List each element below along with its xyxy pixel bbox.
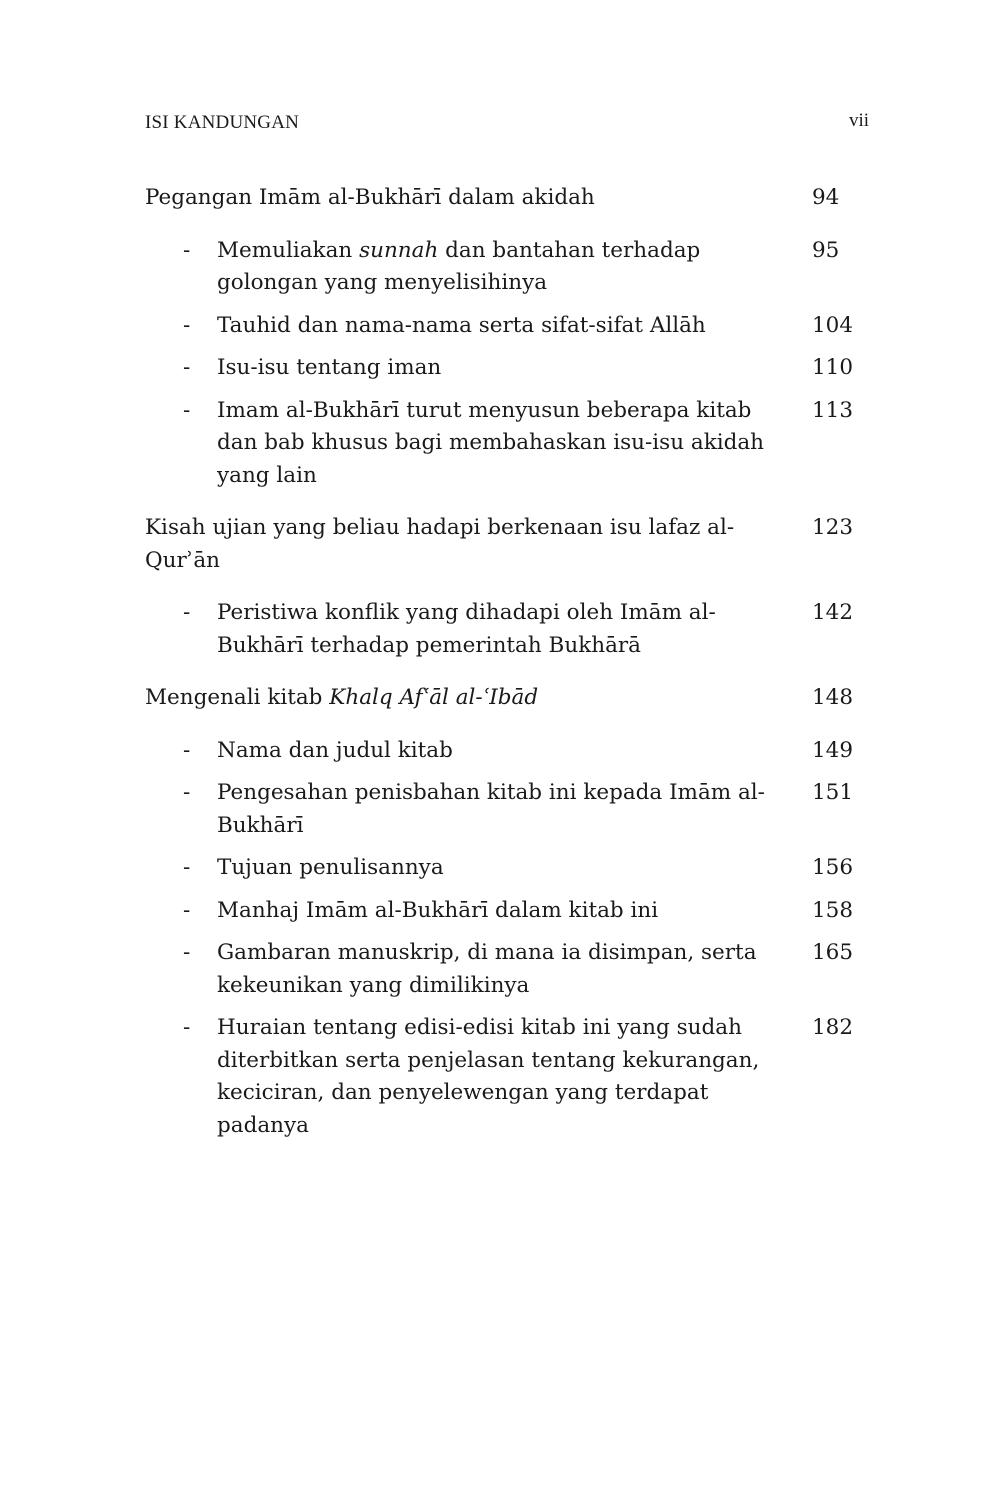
entry-title-part: Huraian tentang edisi-edisi kitab ini yang sudah diterbitkan serta penjelasan tentang kekurangan, keciciran, dan penyelewengan yang terdapat padanya <box>217 1015 760 1138</box>
entry-title-part: Pegangan Imām al-Bukhārī dalam akidah <box>145 185 595 210</box>
entry-page-number: 113 <box>812 397 854 423</box>
entry-page-number: 94 <box>812 185 840 210</box>
entry-title-part: Imam al-Bukhārī turut menyusun beberapa kitab dan bab khusus bagi membahaskan isu-isu akidah yang lain <box>217 397 765 488</box>
table-of-contents <box>145 182 855 1142</box>
entry-page-number: 151 <box>812 780 854 805</box>
entry-title-part: Mengenali kitab <box>145 685 330 710</box>
entry-title-italic: sunnah <box>359 237 439 263</box>
entry-title-part: Memuliakan <box>217 237 360 263</box>
entry-dash: - <box>183 312 191 338</box>
toc-section-entry <box>145 182 855 215</box>
entry-dash: - <box>183 897 191 923</box>
entry-title <box>217 852 797 885</box>
entry-title <box>145 182 785 215</box>
entry-title <box>217 597 797 662</box>
entry-title <box>217 352 797 385</box>
entry-title <box>217 310 797 343</box>
entry-title <box>217 1012 797 1142</box>
entry-title <box>145 682 785 715</box>
entry-page-number: 182 <box>812 1015 854 1040</box>
entry-title-part: Gambaran manuskrip, di mana ia disimpan, serta kekeunikan yang dimilikinya <box>217 940 757 998</box>
entry-dash: - <box>183 737 191 763</box>
entry-title-part: Peristiwa konflik yang dihadapi oleh Imām al-Bukhārī terhadap pemerintah Bukhārā <box>217 600 716 658</box>
entry-dash: - <box>183 780 191 805</box>
entry-title <box>217 395 797 493</box>
toc-sub-entry <box>145 1012 855 1142</box>
entry-dash: - <box>183 1015 191 1040</box>
running-head: ISI KANDUNGAN <box>145 112 300 133</box>
entry-page-number: 158 <box>812 897 854 923</box>
entry-page-number: 104 <box>812 312 854 338</box>
entry-title-part: Nama dan judul kitab <box>217 737 453 763</box>
toc-sub-entry <box>145 895 855 928</box>
toc-sub-entry <box>145 937 855 1002</box>
toc-section-entry <box>145 682 855 715</box>
entry-title-part: dan bantahan terhadap golongan yang menyelisihinya <box>217 237 701 295</box>
entry-page-number: 110 <box>812 355 854 380</box>
entry-title <box>217 235 797 300</box>
toc-sub-entry <box>145 852 855 885</box>
entry-dash: - <box>183 600 191 625</box>
entry-title-part: Isu-isu tentang iman <box>217 355 442 380</box>
entry-page-number: 165 <box>812 940 854 965</box>
entry-title-part: Kisah ujian yang beliau hadapi berkenaan isu lafaz al-Qurʾān <box>145 515 735 573</box>
toc-sub-entry <box>145 735 855 768</box>
page-number: vii <box>848 110 869 131</box>
entry-page-number: 95 <box>812 237 840 263</box>
entry-dash: - <box>183 940 191 965</box>
entry-title <box>217 777 797 842</box>
entry-page-number: 149 <box>812 737 854 763</box>
entry-dash: - <box>183 397 191 423</box>
entry-title-part: Tujuan penulisannya <box>217 855 444 880</box>
toc-sub-entry <box>145 352 855 385</box>
entry-page-number: 123 <box>812 515 854 540</box>
entry-title-part: Pengesahan penisbahan kitab ini kepada Imām al-Bukhārī <box>217 780 765 838</box>
entry-title <box>217 735 797 768</box>
entry-dash: - <box>183 237 191 263</box>
entry-title-part: Tauhid dan nama-nama serta sifat-sifat Allāh <box>217 312 706 338</box>
entry-dash: - <box>183 855 191 880</box>
entry-title <box>217 895 797 928</box>
toc-sub-entry <box>145 395 855 493</box>
entry-page-number: 156 <box>812 855 854 880</box>
toc-sub-entry <box>145 310 855 343</box>
entry-title <box>217 937 797 1002</box>
entry-page-number: 142 <box>812 600 854 625</box>
toc-section-entry <box>145 512 855 577</box>
toc-sub-entry <box>145 597 855 662</box>
entry-title-italic: Khalq Afʿāl al-ʿIbād <box>329 685 539 710</box>
entry-title-part: Manhaj Imām al-Bukhārī dalam kitab ini <box>217 897 659 923</box>
toc-sub-entry <box>145 777 855 842</box>
toc-sub-entry <box>145 235 855 300</box>
entry-dash: - <box>183 355 191 380</box>
entry-page-number: 148 <box>812 685 854 710</box>
entry-title <box>145 512 785 577</box>
